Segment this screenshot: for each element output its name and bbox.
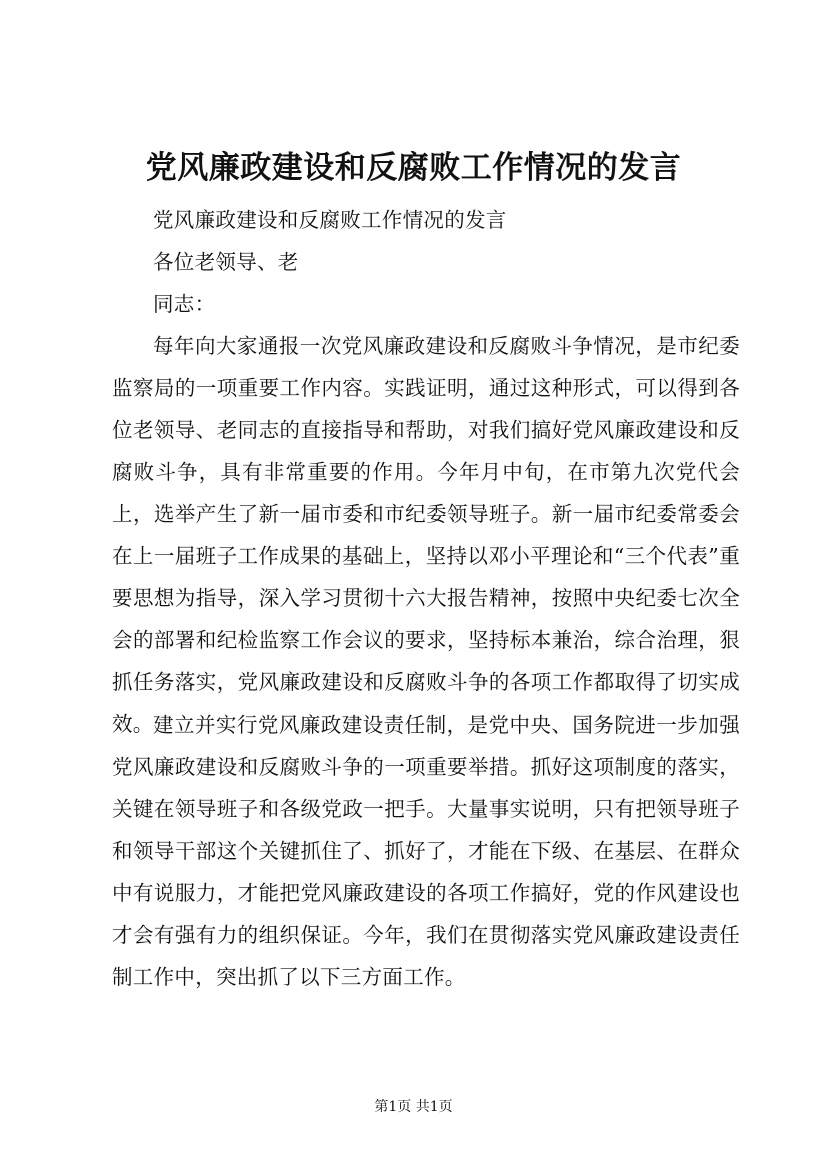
document-subtitle: 党风廉政建设和反腐败工作情况的发言 bbox=[153, 208, 507, 232]
body-paragraph-1: 每年向大家通报一次党风廉政建设和反腐败斗争情况，是市纪委监察局的一项重要工作内容。实践证明，通过这种形式，可以得到各位老领导、老同志的直接指导和帮助，对我们搞好党风廉政建设和反腐败斗争，具有非常重要的作用。今年月中旬，在市第九次党代会上，选举产生了新一届市委和市纪委领导班子。新一届市纪委常委会在上一届班子工作成果的基础上，坚持以邓小平理论和“三个代表”重要思想为指导，深入学习贯彻十六大报告精神，按照中央纪委七次全会的部署和纪检监察工作会议的要求，坚持标本兼治，综合治理，狠抓任务落实，党风廉政建设和反腐败斗争的各项工作都取得了切实成效。 bbox=[112, 334, 740, 736]
page-footer: 第1页 共1页 bbox=[374, 1099, 453, 1115]
salutation-line-1: 各位老领导、老 bbox=[153, 250, 299, 274]
body-paragraph-2: 建立并实行党风廉政建设责任制，是党中央、国务院进一步加强党风廉政建设和反腐败斗争的一项重要举措。抓好这项制度的落实，关键在领导班子和各级党政一把手。大量事实说明，只有把领导班子和领导干部这个关键抓住了、抓好了，才能在下级、在基层、在群众中有说服力，才能把党风廉政建设的各项工作搞好，党的作风建设也才会有强有力的组织保证。今年，我们在贯彻落实党风廉政建设责任制工作中，突出抓了以下三方面工作。 bbox=[112, 713, 740, 989]
document-title: 党风廉政建设和反腐败工作情况的发言 bbox=[145, 150, 682, 186]
salutation-line-2: 同志： bbox=[153, 292, 216, 316]
